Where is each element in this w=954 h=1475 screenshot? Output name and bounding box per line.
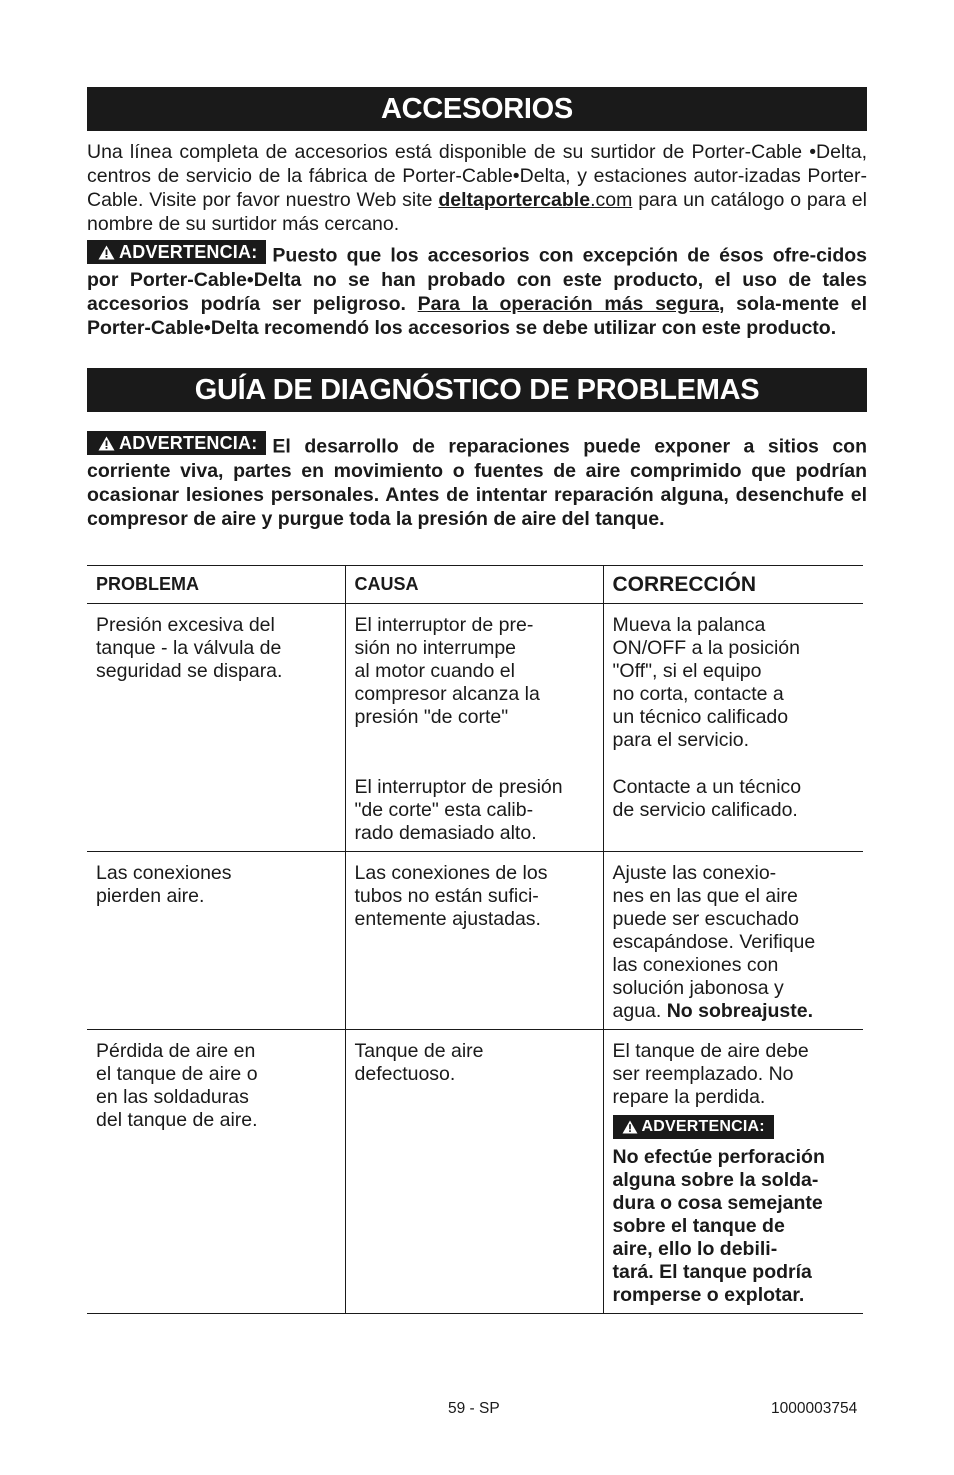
causa-text: El interruptor de pre- sión no interrumpe al motor cuando el compresor alcanza la presión "de corte" xyxy=(354,614,540,728)
table-row xyxy=(87,1030,863,1314)
correccion-text xyxy=(613,862,856,1023)
table-row xyxy=(87,852,863,1030)
header-problema: PROBLEMA xyxy=(87,566,345,604)
warning-badge-label: ADVERTENCIA: xyxy=(641,1118,765,1135)
warning-badge xyxy=(87,431,266,455)
guia-title: GUÍA DE DIAGNÓSTICO DE PROBLEMAS xyxy=(194,373,760,406)
warning-text-2: , sola-mente el Porter-Cable•Delta recomendó los accesorios se debe utilizar con este producto. xyxy=(87,292,867,339)
cell-causa xyxy=(345,852,603,1030)
cell-causa xyxy=(345,604,603,753)
correccion-text-regular: Ajuste las conexio- nes en las que el aire puede ser escuchado escapándose. Verifique las conexiones con solución jabonosa y agua. xyxy=(612,862,816,1022)
accesorios-warning xyxy=(87,240,867,340)
cell-problema xyxy=(87,852,345,1030)
causa-text: Las conexiones de los tubos no están sufici- entemente ajustadas. xyxy=(354,862,548,930)
problema-text: Las conexiones pierden aire. xyxy=(96,862,232,907)
correccion-text: Contacte a un técnico de servicio calificado. xyxy=(612,776,802,821)
correccion-text: Mueva la palanca ON/OFF a la posición "Off", si el equipo no corta, contacte a un técnico calificado para el servicio. xyxy=(612,614,800,751)
header-causa: CAUSA xyxy=(345,566,603,604)
accesorios-intro xyxy=(87,140,867,236)
causa-text: El interruptor de presión "de corte" esta calib- rado demasiado alto. xyxy=(354,776,563,844)
page-number: 59 - SP xyxy=(448,1400,500,1417)
warning-triangle-icon xyxy=(98,436,115,451)
website-link-bold: deltaportercable xyxy=(438,189,591,211)
cell-correccion xyxy=(603,752,863,852)
warning-badge-label: ADVERTENCIA: xyxy=(119,433,258,453)
problema-text: Pérdida de aire en el tanque de aire o en las soldaduras del tanque de aire. xyxy=(96,1040,258,1131)
guia-warning xyxy=(87,431,867,531)
section-title-accesorios xyxy=(87,87,867,131)
warning-underlined-text: Para la operación más segura xyxy=(417,292,720,315)
causa-text: Tanque de aire defectuoso. xyxy=(354,1040,484,1085)
warning-badge xyxy=(87,240,266,264)
warning-triangle-icon xyxy=(622,1120,638,1134)
intro-text-2: para un catálogo o para el nombre de su surtidor más cercano. xyxy=(87,189,867,235)
correccion-text: El tanque de aire debe ser reemplazado. No repare la perdida. xyxy=(612,1040,809,1108)
cell-causa xyxy=(345,1030,603,1314)
cell-causa xyxy=(345,752,603,852)
cell-correccion xyxy=(603,1030,863,1314)
cell-problema xyxy=(87,604,345,852)
warning-badge xyxy=(613,1115,774,1139)
document-number: 1000003754 xyxy=(771,1400,858,1417)
table-row xyxy=(87,604,863,753)
accesorios-title: ACCESORIOS xyxy=(381,92,573,125)
guia-warning-text: El desarrollo de reparaciones puede exponer a sitios con corriente viva, partes en movimiento o fuentes de aire comprimido que podrían ocasionar lesiones personales. Antes de intentar reparación alguna, desenchufe el compresor de aire y purgue toda la presión de aire del tanque. xyxy=(87,435,867,530)
intro-text-1: Una línea completa de accesorios está disponible de su surtidor de Porter-Cable •Delta, centros de servicio de la fábrica de Porter-Cable•Delta, y estaciones autor-izadas Porter-Cable. Visite por favor nuestro Web site xyxy=(87,141,867,211)
problema-text: Presión excesiva del tanque - la válvula de seguridad se dispara. xyxy=(96,614,283,682)
website-link[interactable] xyxy=(438,189,632,211)
warning-triangle-icon xyxy=(98,245,115,260)
header-correccion: CORRECCIÓN xyxy=(603,566,863,604)
table-header-row xyxy=(87,566,863,604)
cell-problema xyxy=(87,1030,345,1314)
correccion-warning-text: No efectúe perforación alguna sobre la solda- dura o cosa semejante sobre el tanque de aire, ello lo debili- tará. El tanque podría romperse o explotar. xyxy=(612,1146,825,1306)
section-title-guia xyxy=(87,368,867,412)
correccion-text-bold: No sobreajuste. xyxy=(666,1000,814,1022)
cell-correccion xyxy=(603,604,863,753)
website-link-rest: .com xyxy=(590,189,633,211)
correccion-warning xyxy=(613,1115,856,1142)
warning-text-1: Puesto que los accesorios con excepción de ésos ofre-cidos por Porter-Cable•Delta no se han probado con este producto, el uso de tales accesorios podría ser peligroso. xyxy=(87,244,867,315)
warning-badge-label: ADVERTENCIA: xyxy=(119,242,258,262)
cell-correccion xyxy=(603,852,863,1030)
troubleshooting-table xyxy=(87,565,863,1314)
